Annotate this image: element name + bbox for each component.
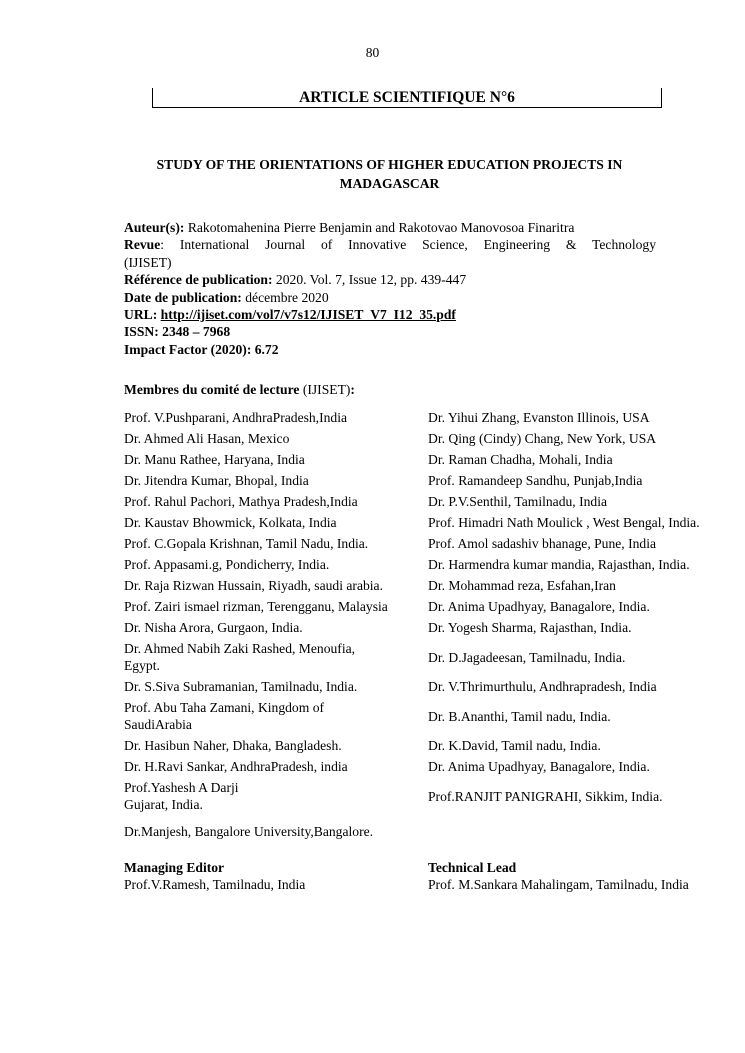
- committee-member: Prof. V.Pushparani, AndhraPradesh,India: [124, 410, 348, 425]
- committee-member-line: Dr. Ahmed Nabih Zaki Rashed, Menoufia,: [124, 641, 356, 656]
- committee-member: Dr. Mohammad reza, Esfahan,Iran: [428, 578, 616, 593]
- committee-member: Dr. Raja Rizwan Hussain, Riyadh, saudi arabia.: [124, 578, 383, 593]
- committee-member: Dr. Nisha Arora, Gurgaon, India.: [124, 620, 303, 635]
- committee-heading-colon: :: [350, 382, 355, 397]
- committee-member: Dr. B.Ananthi, Tamil nadu, India.: [428, 708, 611, 724]
- committee-member: Dr. Hasibun Naher, Dhaka, Bangladesh.: [124, 738, 342, 753]
- committee-row: [124, 779, 739, 813]
- committee-member: Dr. S.Siva Subramanian, Tamilnadu, India.: [124, 679, 358, 694]
- committee-row: [124, 451, 739, 468]
- committee-member: Prof. Zairi ismael rizman, Terengganu, Malaysia: [124, 599, 388, 614]
- reference-line: [124, 271, 656, 288]
- committee-member-line: Egypt.: [124, 658, 160, 673]
- committee-row: [124, 678, 739, 695]
- managing-editor-label: Managing Editor: [124, 860, 225, 875]
- article-title: STUDY OF THE ORIENTATIONS OF HIGHER EDUCATION PROJECTS IN MADAGASCAR: [156, 157, 623, 191]
- article-header: ARTICLE SCIENTIFIQUE N°6: [152, 88, 662, 108]
- committee-member-line: Prof.Yashesh A Darji: [124, 780, 239, 795]
- committee-member: Dr. Anima Upadhyay, Banagalore, India.: [428, 759, 650, 774]
- committee-member: Prof. Ramandeep Sandhu, Punjab,India: [428, 473, 643, 488]
- committee-member: [124, 779, 428, 813]
- committee-row: [124, 619, 739, 636]
- committee-member: [124, 699, 428, 733]
- impact-line: [124, 341, 656, 358]
- committee-row: [124, 493, 739, 510]
- reference-value: 2020. Vol. 7, Issue 12, pp. 439-447: [275, 272, 467, 288]
- committee-row: [124, 430, 739, 447]
- page-number: 80: [365, 45, 380, 60]
- journal-line-2: (IJISET): [124, 254, 172, 270]
- committee-member-extra: Dr.Manjesh, Bangalore University,Bangalore.: [124, 824, 374, 839]
- committee-member: Dr. Ahmed Ali Hasan, Mexico: [124, 431, 290, 446]
- committee-member-line: Gujarat, India.: [124, 797, 203, 812]
- journal-value: : International Journal of Innovative Science, Engineering & Technology: [160, 237, 656, 253]
- committee-member: Dr. V.Thrimurthulu, Andhrapradesh, India: [428, 679, 657, 694]
- committee-member: Dr. D.Jagadeesan, Tamilnadu, India.: [428, 649, 626, 665]
- committee-member: Dr. K.David, Tamil nadu, India.: [428, 738, 601, 753]
- committee-member: Prof. Himadri Nath Moulick , West Bengal, India.: [428, 515, 700, 530]
- committee-heading-bold: Membres du comité de lecture: [124, 382, 300, 397]
- technical-lead-label: Technical Lead: [428, 860, 517, 875]
- committee-list: [124, 409, 739, 840]
- editors-section: [124, 859, 739, 893]
- committee-member: Dr. P.V.Senthil, Tamilnadu, India: [428, 494, 608, 509]
- committee-row: [124, 556, 739, 573]
- committee-row: [124, 758, 739, 775]
- journal-label: Revue: [124, 237, 161, 253]
- committee-member: Dr. Yogesh Sharma, Rajasthan, India.: [428, 620, 632, 635]
- reference-label: Référence de publication:: [124, 272, 273, 288]
- committee-member: Dr. Qing (Cindy) Chang, New York, USA: [428, 431, 657, 446]
- committee-row: [124, 577, 739, 594]
- authors-line: [124, 219, 656, 236]
- committee-heading: [124, 382, 355, 398]
- managing-editor-name: Prof.V.Ramesh, Tamilnadu, India: [124, 877, 306, 892]
- authors-value: Rakotomahenina Pierre Benjamin and Rakotovao Manovosoa Finaritra: [187, 220, 575, 235]
- committee-row: [124, 514, 739, 531]
- date-value: décembre 2020: [245, 289, 329, 305]
- technical-lead-name: Prof. M.Sankara Mahalingam, Tamilnadu, India: [428, 877, 689, 892]
- committee-member: Prof. Rahul Pachori, Mathya Pradesh,India: [124, 494, 358, 509]
- committee-member: Dr. Anima Upadhyay, Banagalore, India.: [428, 599, 650, 614]
- issn-value: ISSN: 2348 – 7968: [124, 324, 231, 340]
- url-line: [124, 306, 656, 323]
- committee-member-line: Prof. Abu Taha Zamani, Kingdom of: [124, 700, 325, 715]
- committee-member: Prof. Amol sadashiv bhanage, Pune, India: [428, 536, 657, 551]
- committee-member: Prof. Appasami.g, Pondicherry, India.: [124, 557, 330, 572]
- committee-member: Prof.RANJIT PANIGRAHI, Sikkim, India.: [428, 788, 663, 804]
- managing-editor: [124, 859, 428, 893]
- committee-member: Dr. Manu Rathee, Haryana, India: [124, 452, 305, 467]
- technical-lead: [428, 859, 739, 893]
- journal-line: [124, 236, 656, 253]
- committee-member: Dr. Harmendra kumar mandia, Rajasthan, India.: [428, 557, 690, 572]
- committee-row: [124, 640, 739, 674]
- authors-label: Auteur(s):: [124, 220, 185, 235]
- committee-member: Dr. H.Ravi Sankar, AndhraPradesh, india: [124, 759, 348, 774]
- issn-line: [124, 323, 656, 340]
- committee-row: [124, 737, 739, 754]
- committee-row: [124, 598, 739, 615]
- impact-value: Impact Factor (2020): 6.72: [124, 341, 279, 357]
- article-metadata: [124, 219, 656, 358]
- committee-member-line: SaudiArabia: [124, 717, 192, 732]
- committee-member: [124, 640, 428, 674]
- committee-row: [124, 535, 739, 552]
- url-label: URL:: [124, 307, 158, 323]
- committee-row: [124, 472, 739, 489]
- date-label: Date de publication:: [124, 289, 242, 305]
- committee-row: [124, 409, 739, 426]
- committee-heading-normal: (IJISET): [302, 382, 351, 397]
- committee-member: Dr. Yihui Zhang, Evanston Illinois, USA: [428, 410, 650, 425]
- url-link[interactable]: http://ijiset.com/vol7/v7s12/IJISET_V7_I12_35.pdf: [160, 307, 456, 323]
- committee-member: Dr. Jitendra Kumar, Bhopal, India: [124, 473, 309, 488]
- committee-member: Dr. Kaustav Bhowmick, Kolkata, India: [124, 515, 337, 530]
- committee-member: Dr. Raman Chadha, Mohali, India: [428, 452, 613, 467]
- date-line: [124, 289, 656, 306]
- committee-member: Prof. C.Gopala Krishnan, Tamil Nadu, India.: [124, 536, 369, 551]
- committee-row: [124, 699, 739, 733]
